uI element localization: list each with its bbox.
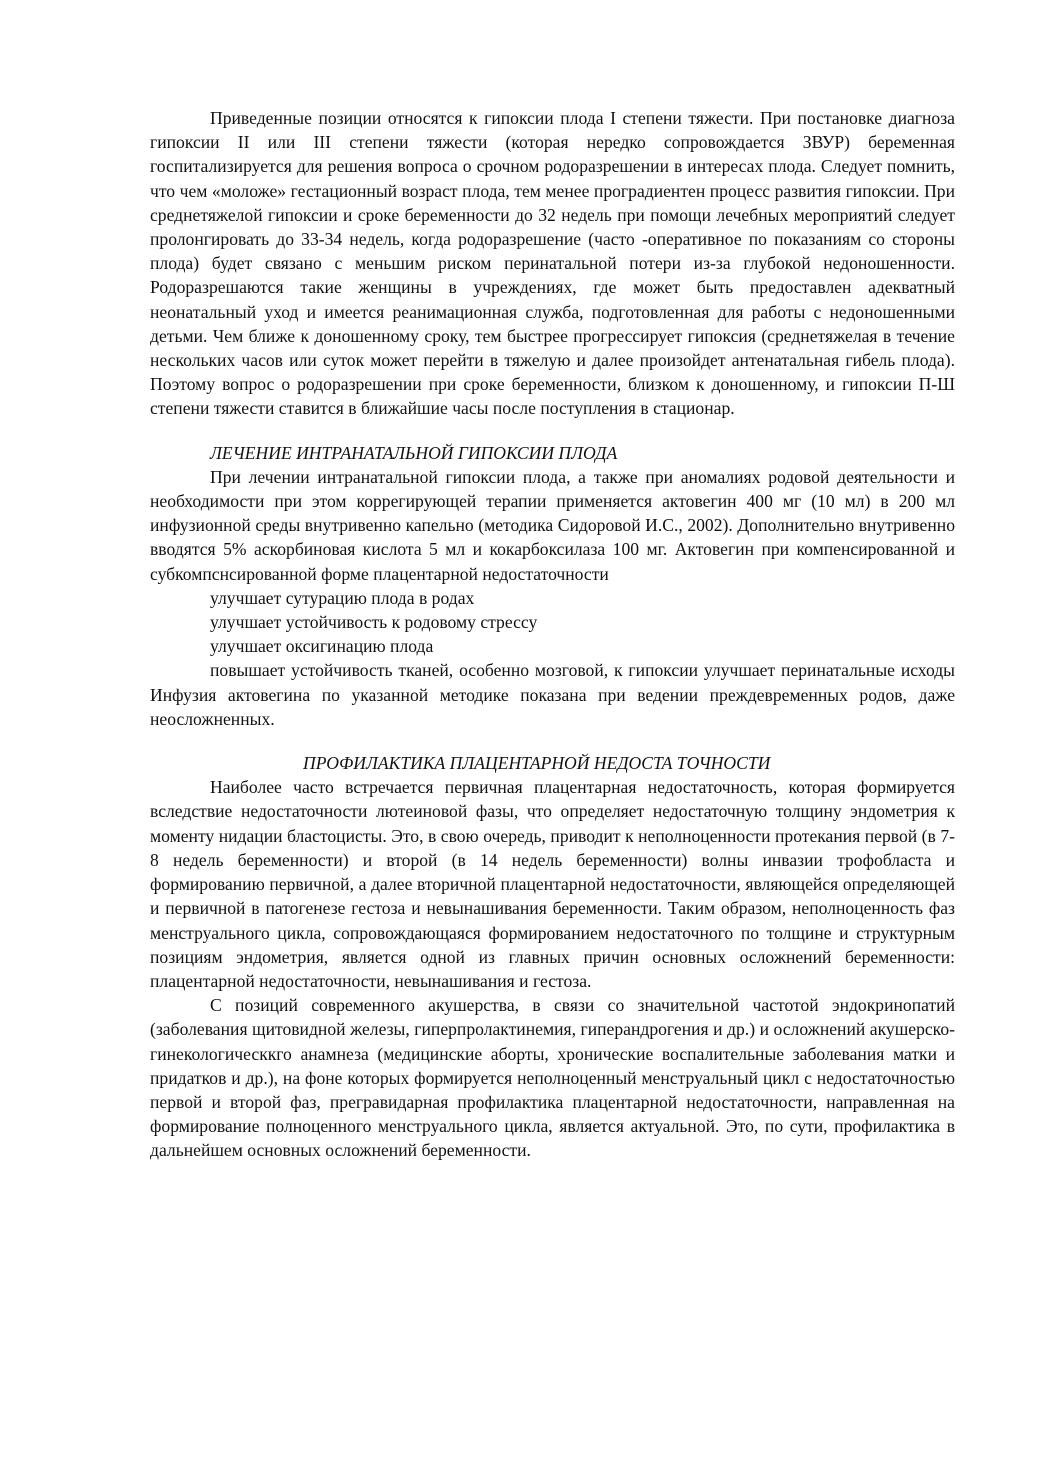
list-item: повышает устойчивость тканей, особенно мозговой, к гипоксии улучшает перинатальные исходы Инфузия актовегина по указанной методике показана при ведении преждевременных родов, даже неосложненных.: [150, 660, 955, 729]
paragraph-actovegin-treatment: При лечении интранатальной гипоксии плода, а также при аномалиях родовой деятельности и необходимости при этом коррегирующей терапии применяется актовегин 400 мг (10 мл) в 200 мл инфузионной среды внутривенно капельно (методика Сидоровой И.С., 2002). Дополнительно внутривенно вводятся 5% аскорбиновая кислота 5 мл и кокарбоксилаза 100 мг. Актовегин при компенсированной и субкомпснсированной форме плацентарной недостаточности: [150, 466, 955, 584]
document-page: [150, 106, 955, 1163]
list-item: улучшает сутурацию плода в родах: [210, 587, 475, 608]
list-item: улучшает оксигинацию плода: [210, 636, 434, 657]
list-item: улучшает устойчивость к родовому стрессу: [210, 612, 538, 633]
paragraph-primary-insufficiency: Наиболее часто встречается первичная плацентарная недостаточность, которая формируется вследствие недостаточности лютеиновой фазы, что определяет недостаточную толщину эндометрия к моменту нидации бластоцисты. Это, в свою очередь, приводит к неполноценности протекания первой (в 7-8 недель беременности) и второй (в 14 недель беременности) волны инвазии трофобласта и формированию первичной, а далее вторичной плацентарной недостаточности, являющейся определяющей и первичной в патогенезе гестоза и невынашивания беременности. Таким образом, неполноценность фаз менструального цикла, сопровождающаяся формированием недостаточного по толщине и структурным позициям эндометрия, является одной из главных причин основных осложнений беременности: плацентарной недостаточности, невынашивания и гестоза.: [150, 777, 955, 991]
paragraph-pregravid-prevention: С позиций современного акушерства, в связи со значительной частотой эндокринопатий (заболевания щитовидной железы, гиперпролактинемия, гиперандрогения и др.) и осложнений акушерско-гинекологическкго анамнеза (медицинские аборты, хронические воспалительные заболевания матки и придатков и др.), на фоне которых формируется неполноценный менструальный цикл с недостаточностью первой и второй фаз, прегравидарная профилактика плацентарной недостаточности, направленная на формирование полноценного менструального цикла, является актуальной. Это, по сути, профилактика в дальнейшем основных осложнений беременности.: [150, 995, 955, 1161]
paragraph-hypoxia-degree: Приведенные позиции относятся к гипоксии плода I степени тяжести. При постановке диагноза гипоксии II или III степени тяжести (которая нередко сопровождается ЗВУР) беременная госпитализируется для решения вопроса о срочном родоразрешении в интересах плода. Следует помнить, что чем «моложе» гестационный возраст плода, тем менее проградиентен процесс развития гипоксии. При среднетяжелой гипоксии и сроке беременности до 32 недель при помощи лечебных мероприятий следует пролонгировать до 33-34 недель, когда родоразрешение (часто -оперативное по показаниям со стороны плода) будет связано с меньшим риском перинатальной потери из-за глубокой недоношенности. Родоразрешаются такие женщины в учреждениях, где может быть предоставлен адекватный неонатальный уход и имеется реанимационная служба, подготовленная для работы с недоношенными детьми. Чем ближе к доношенному сроку, тем быстрее прогрессирует гипоксия (среднетяжелая в течение нескольких часов или суток может перейти в тяжелую и далее произойдет антенатальная гибель плода). Поэтому вопрос о родоразрешении при сроке беременности, близком к доношенному, и гипоксии П-Ш степени тяжести ставится в ближайшие часы после поступления в стационар.: [150, 108, 955, 419]
heading-intranatal-hypoxia-treatment: ЛЕЧЕНИЕ ИНТРАНАТАЛЬНОЙ ГИПОКСИИ ПЛОДА: [210, 442, 618, 463]
heading-placental-insufficiency-prevention: ПРОФИЛАКТИКА ПЛАЦЕНТАРНОЙ НЕДОСТА ТОЧНОСТИ: [303, 753, 771, 774]
